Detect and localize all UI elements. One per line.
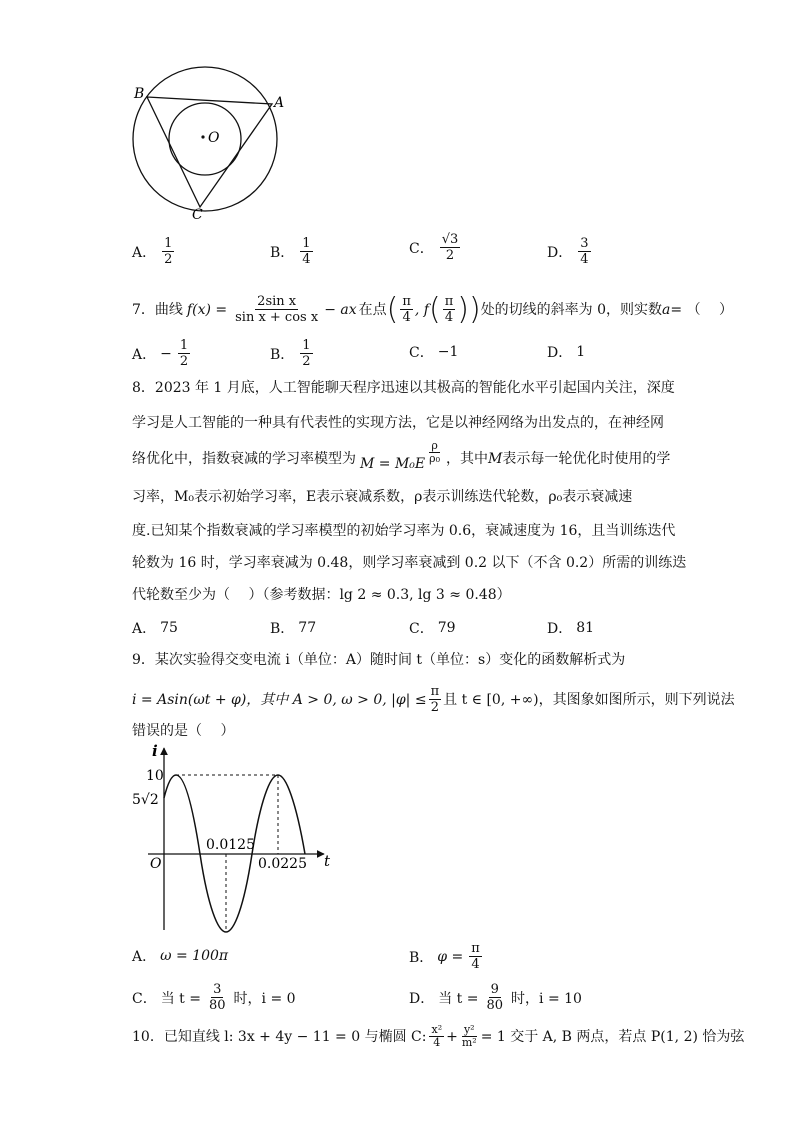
paren-open-inner: ( — [428, 291, 441, 327]
q8-line-6: 轮数为 16 时，学习率衰减为 0.48，则学习率衰减到 0.2 以下（不含 0.2）所需的训练迭 — [132, 555, 687, 571]
label-a: A — [274, 95, 285, 111]
paren-close-inner: ) — [457, 291, 469, 327]
q9-line-3: 错误的是（ ） — [132, 723, 235, 739]
q8-option-c[interactable]: C． 79 — [409, 620, 456, 637]
y-label-5sqrt2: 5√2 — [132, 792, 159, 808]
outer-circle — [133, 67, 277, 211]
center-dot — [201, 135, 204, 138]
y-label-10: 10 — [146, 768, 164, 784]
q9-option-c[interactable]: C． 当 t = $\frac{3}{80}$ 时，i = 0 — [132, 982, 296, 1013]
q8-line-1: 8．2023 年 1 月底，人工智能聊天程序迅速以其极高的智能化水平引起国内关注，深度 — [132, 380, 675, 396]
q10-stem: 10．已知直线 l: 3x + 4y − 11 = 0 与椭圆 C: $\frac{\text{x²}}{4}$ + $\frac{\text{y²}}{\text{m²}}$ = 1 交于 A, B 两点，若点 P(1, 2) 恰为弦 — [132, 1023, 745, 1049]
q9-option-a[interactable]: A． ω = 100π — [132, 948, 229, 965]
x-label-00225: 0.0225 — [258, 856, 307, 872]
q8-option-d[interactable]: D． 81 — [547, 620, 595, 637]
q8-option-a[interactable]: A． 75 — [132, 620, 178, 637]
q8-line-3: 络优化中，指数衰减的学习率模型为 M = M₀E $\frac{\rho}{\text{ρ₀}}$ ，其中 M 表示每一轮优化时使用的学 — [132, 439, 671, 472]
q9-line-2: i = Asin(ωt + φ)，其中 A > 0, ω > 0, |φ| ≤ $\frac{\pi}{2}$ 且 t ∈ [0, +∞)，其图象如图所示，则下列说法 — [132, 684, 735, 715]
q6-circle-figure — [125, 55, 300, 225]
q8-line-2: 学习是人工智能的一种具有代表性的实现方法，它是以神经网络为出发点的，在神经网 — [132, 415, 664, 431]
q9-option-b[interactable]: B． φ = $\frac{\pi}{4}$ — [409, 941, 480, 972]
x-label-00125: 0.0125 — [206, 837, 255, 853]
q6-option-a[interactable]: A． $\frac{1}{2}$ — [132, 236, 173, 267]
label-o: O — [208, 130, 220, 146]
q9-sine-graph — [128, 742, 343, 937]
paren-close: ) — [468, 291, 481, 327]
q8-line-7: 代轮数至少为（ ）（参考数据：lg 2 ≈ 0.3, lg 3 ≈ 0.48） — [132, 587, 511, 603]
axis-label-t: t — [324, 852, 331, 870]
q9-line-1: 9．某次实验得交变电流 i（单位：A）随时间 t（单位：s）变化的函数解析式为 — [132, 652, 626, 668]
paren-open: ( — [386, 291, 399, 327]
q7-option-d[interactable]: D． 1 — [547, 344, 586, 361]
q6-option-c[interactable]: C． $\frac{√3}{2}$ — [409, 232, 459, 263]
q9-option-d[interactable]: D． 当 t = $\frac{9}{80}$ 时，i = 10 — [409, 982, 582, 1013]
q7-option-c[interactable]: C． −1 — [409, 344, 459, 361]
q7-option-a[interactable]: A． − $\frac{1}{2}$ — [132, 338, 189, 369]
q6-option-b[interactable]: B． $\frac{1}{4}$ — [270, 236, 311, 267]
q7-stem: 7．曲线 f(x) = $\frac{\text{2sin x}}{\text{sin x + cos x}}$ − ax 在点 ( $\frac{\pi}{4}$ , f ( $\frac{\pi}{4}$ ) ) 处的切线的斜率为 0，则实数 a = （ ） — [132, 291, 734, 327]
axis-label-i: i — [152, 742, 158, 760]
q8-option-b[interactable]: B． 77 — [270, 620, 317, 637]
q8-line-5: 度.已知某个指数衰减的学习率模型的初始学习率为 0.6，衰减速度为 16，且当训练迭代 — [132, 523, 676, 539]
label-c: C — [192, 207, 203, 223]
q8-line-4: 习率，M₀表示初始学习率，E表示衰减系数，ρ表示训练迭代轮数，ρ₀表示衰减速 — [132, 489, 633, 505]
q7-option-b[interactable]: B． $\frac{1}{2}$ — [270, 338, 311, 369]
label-b: B — [134, 86, 145, 102]
triangle-abc — [147, 97, 272, 207]
origin-label: O — [150, 856, 162, 872]
q6-option-d[interactable]: D． $\frac{3}{4}$ — [547, 236, 589, 267]
